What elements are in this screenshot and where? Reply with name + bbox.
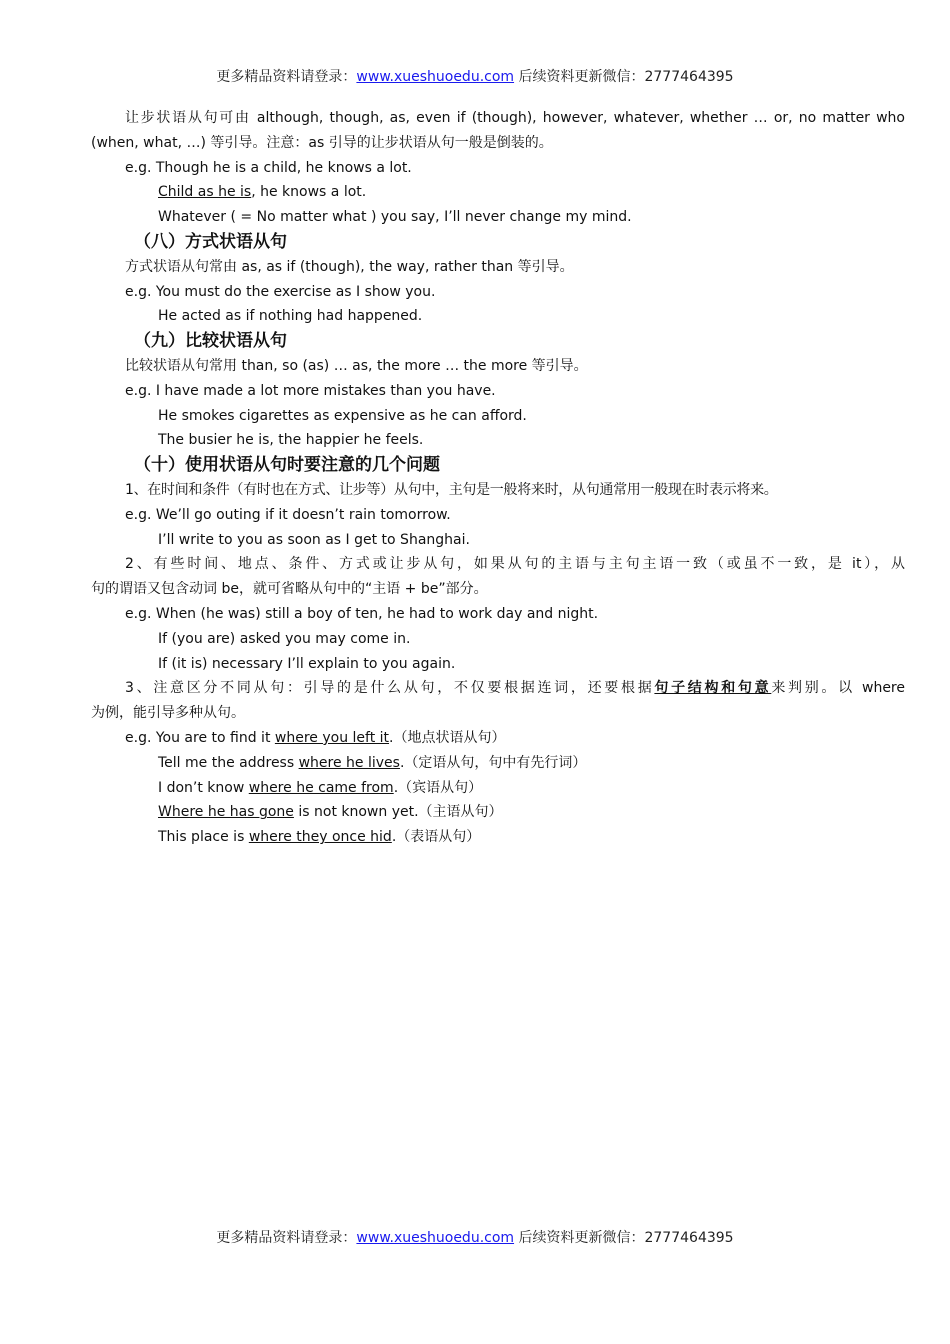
section-heading-manner: （八）方式状语从句 [134,231,287,252]
example-note: .（表语从句） [391,829,481,846]
where-example-attributive [91,751,905,776]
notes-point-2-line-1: 2、有些时间、地点、条件、方式或让步从句，如果从句的主语与主句主语一致（或虽不一致，是 it），从 [125,556,905,573]
notes-point-2-example-3: If (it is) necessary I’ll explain to you again. [158,655,456,672]
header-link[interactable]: www.xueshuoedu.com [356,69,515,85]
notes-point-2-line-2: 句的谓语又包含动词 be，就可省略从句中的“主语 + be”部分。 [91,581,488,598]
page-header [0,66,950,86]
underlined-clause: where you left it [274,729,390,746]
example-text: This place is [158,829,249,846]
notes-point-3-line-2: 为例，能引导多种从句。 [91,705,245,722]
notes-point-1-example-2: I’ll write to you as soon as I get to Shanghai. [158,531,470,548]
header-suffix: 后续资料更新微信：2777464395 [514,69,734,85]
section-heading-comparison: （九）比较状语从句 [134,331,287,352]
page-footer [0,1227,950,1247]
footer-suffix: 后续资料更新微信：2777464395 [514,1230,734,1246]
example-note: .（宾语从句） [393,779,483,796]
comparison-intro: 比较状语从句常用 than, so (as) … as, the more … the more 等引导。 [125,357,588,374]
comparison-example-3: The busier he is, the happier he feels. [158,432,424,449]
manner-intro: 方式状语从句常由 as, as if (though), the way, rather than 等引导。 [125,258,574,275]
where-example-subject [91,800,905,825]
comparison-example-1: e.g. I have made a lot more mistakes than you have. [125,382,496,399]
point-3-text-end: 来判别。以 where [771,680,905,697]
underlined-clause: where they once hid [248,829,392,846]
example-text: Tell me the address [158,754,299,771]
point-3-text: 3、注意区分不同从句：引导的是什么从句，不仅要根据连词，还要根据 [125,680,655,697]
manner-example-1: e.g. You must do the exercise as I show you. [125,283,436,300]
example-note: is not known yet.（主语从句） [293,804,503,821]
underlined-clause: where he lives [298,754,400,771]
where-example-object [91,776,905,801]
notes-point-1: 1、在时间和条件（有时也在方式、让步等）从句中，主句是一般将来时，从句通常用一般现在时表示将来。 [125,481,778,498]
comparison-example-2: He smokes cigarettes as expensive as he can afford. [158,407,527,424]
notes-point-2-example-2: If (you are) asked you may come in. [158,630,411,647]
example-note: .（地点状语从句） [389,729,506,746]
concession-example-1: e.g. Though he is a child, he knows a lot. [125,159,412,176]
example-note: .（定语从句，句中有先行词） [399,754,587,771]
where-example-adverbial [91,726,905,751]
footer-link[interactable]: www.xueshuoedu.com [356,1230,515,1246]
footer-prefix: 更多精品资料请登录： [216,1230,357,1246]
underlined-clause: where he came from [248,779,394,796]
concession-intro-line-2: (when, what, …) 等引导。注意：as 引导的让步状语从句一般是倒装的。 [91,134,553,151]
section-heading-notes: （十）使用状语从句时要注意的几个问题 [134,455,440,476]
notes-point-1-example-1: e.g. We’ll go outing if it doesn’t rain tomorrow. [125,506,451,523]
example-text: e.g. You are to find it [125,729,275,746]
notes-point-3-line-1 [91,676,905,701]
underlined-clause: Where he has gone [158,804,294,821]
emphasis-sentence-structure: 句子结构和句意 [654,680,772,697]
document-body [91,106,905,850]
manner-example-2: He acted as if nothing had happened. [158,308,423,325]
concession-intro-line-1: 让步状语从句可由 although, though, as, even if (though), however, whatever, whether … or, no matter who [125,110,905,126]
header-prefix: 更多精品资料请登录： [216,69,357,85]
concession-example-2 [91,180,905,205]
notes-point-2-example-1: e.g. When (he was) still a boy of ten, he had to work day and night. [125,605,599,622]
concession-example-3: Whatever ( = No matter what ) you say, I’ll never change my mind. [158,209,632,226]
underlined-clause: Child as he is [158,184,252,201]
example-text: I don’t know [158,779,249,796]
example-text: , he knows a lot. [251,184,367,201]
where-example-predicative [91,825,905,850]
